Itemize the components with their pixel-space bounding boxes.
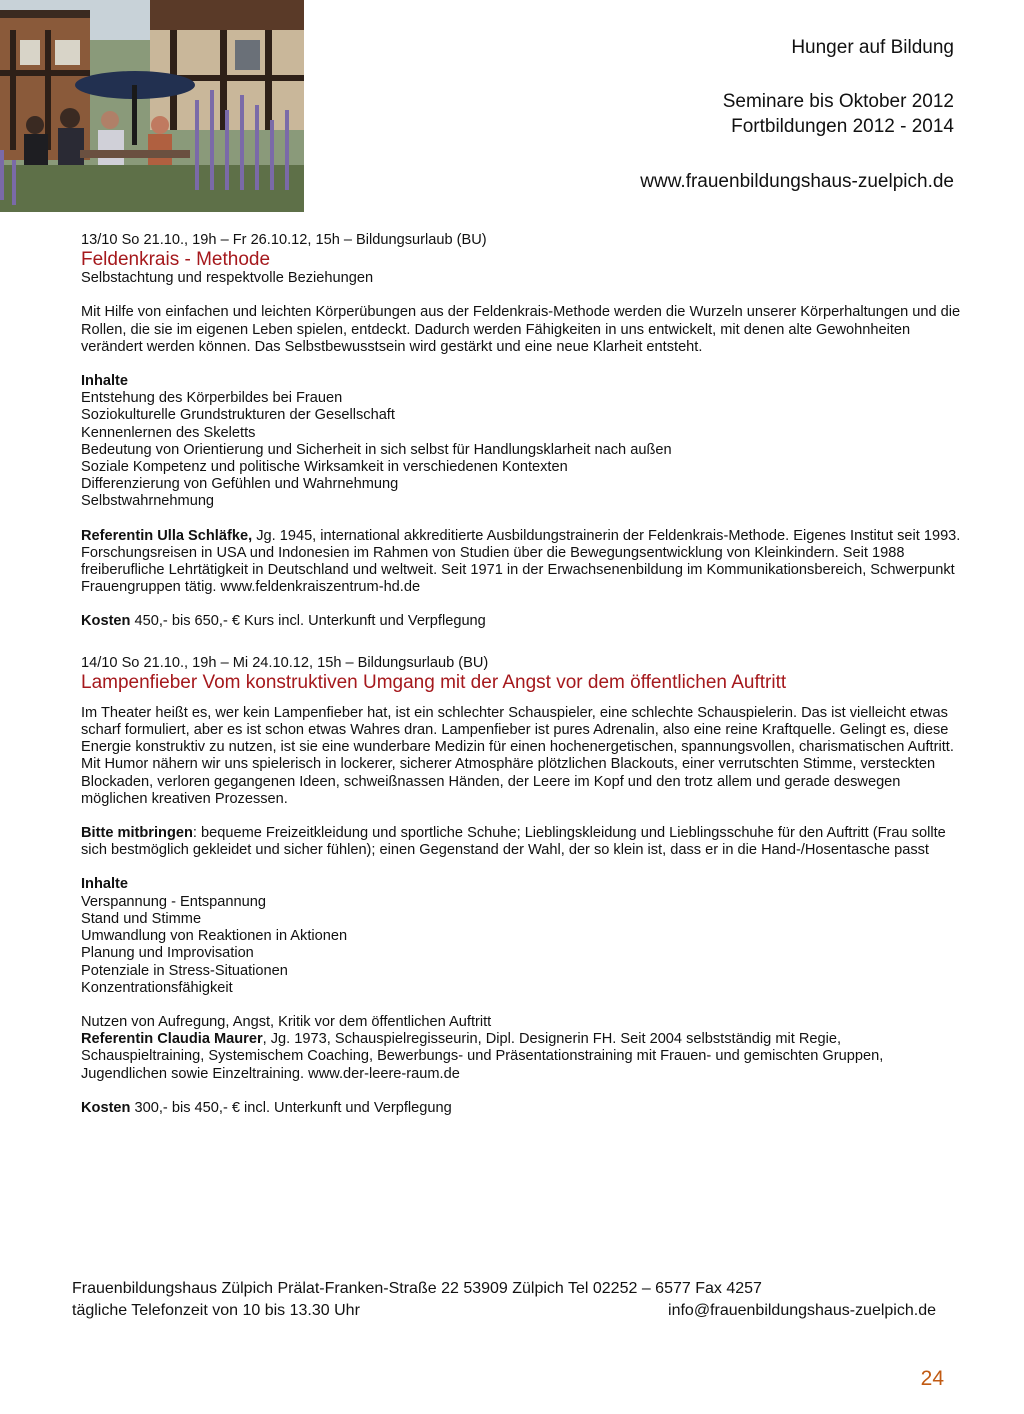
contents-item: Entstehung des Körperbildes bei Frauen	[81, 390, 343, 407]
footer-hours: tägliche Telefonzeit von 10 bis 13.30 Uhr	[72, 1302, 360, 1319]
cost-info: Kosten 300,- bis 450,- € incl. Unterkunft und Verpflegung	[81, 1099, 452, 1116]
seminar-feldenkrais	[81, 232, 961, 631]
contents-item: Konzentrationsfähigkeit	[81, 979, 233, 996]
bring-info: Bitte mitbringen: bequeme Freizeitkleidung und sportliche Schuhe; Lieblingskleidung und Lieblingsschuhe für den Auftritt (Frau sollte sich bestmöglich gekleidet und sicher fühlen); einen Gegenstand der Wahl, der so klein ist, dass er in die Hand-/Hosentasche passt	[81, 825, 946, 859]
seminar-lampenfieber	[81, 655, 961, 1117]
contents-heading: Inhalte	[81, 876, 129, 893]
header-title: Hunger auf Bildung	[791, 37, 954, 58]
page-header	[640, 35, 954, 194]
contents-heading: Inhalte	[81, 373, 129, 390]
page-footer	[72, 1278, 936, 1322]
contents-item: Selbstwahrnehmung	[81, 493, 215, 510]
referent-info: Referentin Ulla Schläfke, Jg. 1945, international akkreditierte Ausbildungstrainerin der Feldenkrais-Methode. Eigenes Institut seit 1993. Forschungsreisen in USA und Indonesien im Rahmen von Studien über die Bewegungsentwicklung von Kleinkindern. Seit 1988 freiberufliche Lehrtätigkeit in Deutschland und weltweit. Seit 1971 in der Erwachsenenbildung im Kommunikationsbereich, Schwerpunkt Frauengruppen tätig. www.feldenkraiszentrum-hd.de	[81, 527, 961, 596]
seminar-subtitle: Selbstachtung und respektvolle Beziehungen	[81, 270, 374, 287]
contents-item: Planung und Improvisation	[81, 945, 254, 962]
main-content	[81, 232, 961, 1117]
seminar-meta: 14/10 So 21.10., 19h – Mi 24.10.12, 15h – Bildungsurlaub (BU)	[81, 654, 489, 671]
header-website[interactable]: www.frauenbildungshaus-zuelpich.de	[640, 171, 954, 192]
referent-info: Referentin Claudia Maurer, Jg. 1973, Schauspielregisseurin, Dipl. Designerin FH. Seit 2004 selbstständig mit Regie, Schauspieltraining, Systemischem Coaching, Bewerbungs- und Präsentationstraining mit Frauen- und gemischten Gruppen, Jugendlichen sowie Einzeltraining. www.der-leere-raum.de	[81, 1031, 884, 1082]
header-trainings-line: Fortbildungen 2012 - 2014	[731, 116, 954, 137]
garden-photo-illustration	[0, 0, 304, 212]
contents-item: Soziokulturelle Grundstrukturen der Gesellschaft	[81, 407, 395, 424]
seminar-meta: 13/10 So 21.10., 19h – Fr 26.10.12, 15h – Bildungsurlaub (BU)	[81, 232, 487, 248]
header-seminars-line: Seminare bis Oktober 2012	[722, 91, 954, 112]
seminar-title: Feldenkrais - Methode	[81, 249, 271, 271]
contents-item: Soziale Kompetenz und politische Wirksamkeit in verschiedenen Kontexten	[81, 459, 568, 476]
contents-item: Stand und Stimme	[81, 910, 202, 927]
footer-email[interactable]: info@frauenbildungshaus-zuelpich.de	[668, 1302, 936, 1319]
contents-item: Potenziale in Stress-Situationen	[81, 962, 288, 979]
seminar-description: Im Theater heißt es, wer kein Lampenfieber hat, ist ein schlechter Schauspieler, eine schlechte Schauspielerin. Das ist vielleicht etwas scharf formuliert, aber es ist schon etwas Wahres dran. Lampenfieber ist pures Adrenalin, also eine reine Kraftquelle. Gelingt es, diese Energie konstruktiv zu nutzen, ist sie eine wunderbare Medizin für einen hochenergetischen, spannungsvollen, charismatischen Auftritt. Mit Humor nähern wir uns spielerisch in lockerer, sicherer Atmosphäre plötzlichen Blackouts, einer verrutschten Stimme, versteckten Blockaden, verloren gegangenen Ideen, schweißnassen Händen, der Leere im Kopf und den trotz allem und gerade deswegen möglichen kreativen Prozessen.	[81, 704, 954, 807]
contents-item: Differenzierung von Gefühlen und Wahrnehmung	[81, 476, 399, 493]
contents-item: Umwandlung von Reaktionen in Aktionen	[81, 928, 348, 945]
page-number: 24	[920, 1367, 944, 1390]
seminar-title: Lampenfieber Vom konstruktiven Umgang mit der Angst vor dem öffentlichen Auftritt	[81, 671, 787, 693]
seminar-description: Mit Hilfe von einfachen und leichten Körperübungen aus der Feldenkrais-Methode werden die Wurzeln unserer Körperhaltungen und die Rollen, die sie im eigenen Leben spielen, entdeckt. Dadurch werden Fähigkeiten in uns entwickelt, mit denen alte Gewohnheiten verändert werden können. Das Selbstbewusstsein wird gestärkt und eine neue Klarheit entsteht.	[81, 304, 961, 355]
extra-info: Nutzen von Aufregung, Angst, Kritik vor dem öffentlichen Auftritt	[81, 1013, 492, 1030]
footer-address: Frauenbildungshaus Zülpich Prälat-Franken-Straße 22 53909 Zülpich Tel 02252 – 6577 Fax 4257	[72, 1280, 762, 1297]
header-photo	[0, 0, 304, 212]
cost-info: Kosten 450,- bis 650,- € Kurs incl. Unterkunft und Verpflegung	[81, 613, 486, 630]
contents-item: Bedeutung von Orientierung und Sicherheit in sich selbst für Handlungsklarheit nach außen	[81, 441, 672, 458]
contents-item: Kennenlernen des Skeletts	[81, 424, 256, 441]
contents-item: Verspannung - Entspannung	[81, 893, 267, 910]
